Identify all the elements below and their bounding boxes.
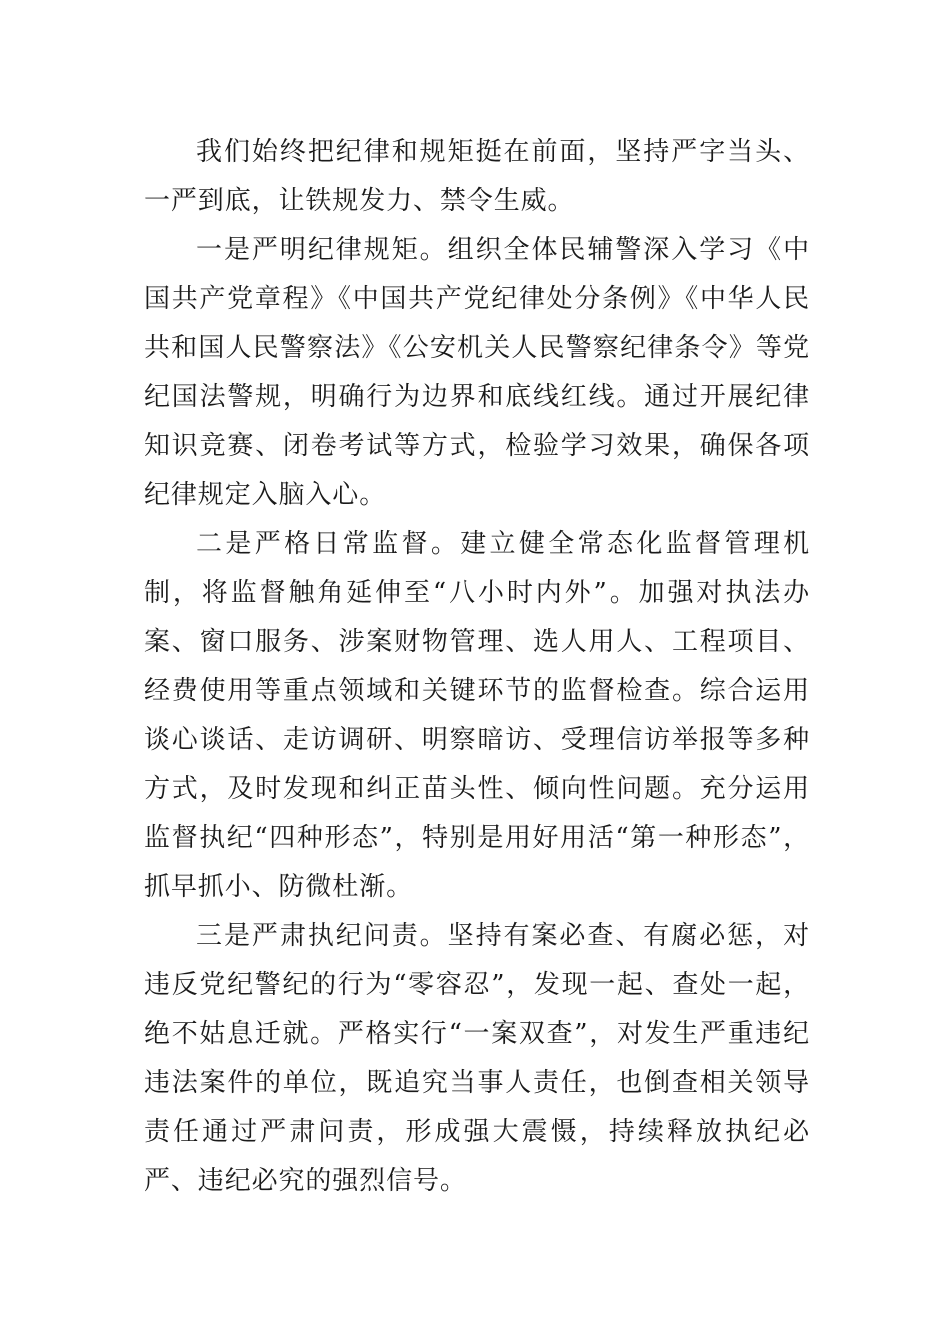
paragraph-daily-supervision: 二是严格日常监督。建立健全常态化监督管理机制，将监督触角延伸至“八小时内外”。加强对执法办案、窗口服务、涉案财物管理、选人用人、工程项目、经费使用等重点领域和关键环节的监督检查。综合运用谈心谈话、走访调研、明察暗访、受理信访举报等多种方式，及时发现和纠正苗头性、倾向性问题。充分运用监督执纪“四种形态”，特别是用好用活“第一种形态”，抓早抓小、防微杜渐。 xyxy=(144,529,810,902)
document-body xyxy=(144,128,810,1206)
paragraph-accountability: 三是严肃执纪问责。坚持有案必查、有腐必惩，对违反党纪警纪的行为“零容忍”，发现一起、查处一起，绝不姑息迁就。严格实行“一案双查”，对发生严重违纪违法案件的单位，既追究当事人责任，也倒查相关领导责任通过严肃问责，形成强大震慑，持续释放执纪必严、违纪必究的强烈信号。 xyxy=(144,921,810,1196)
paragraph-intro: 我们始终把纪律和规矩挺在前面，坚持严字当头、一严到底，让铁规发力、禁令生威。 xyxy=(144,137,810,216)
paragraph-discipline-rules: 一是严明纪律规矩。组织全体民辅警深入学习《中国共产党章程》《中国共产党纪律处分条例》《中华人民共和国人民警察法》《公安机关人民警察纪律条令》等党纪国法警规，明确行为边界和底线红线。通过开展纪律知识竞赛、闭卷考试等方式，检验学习效果，确保各项纪律规定入脑入心。 xyxy=(144,235,810,510)
